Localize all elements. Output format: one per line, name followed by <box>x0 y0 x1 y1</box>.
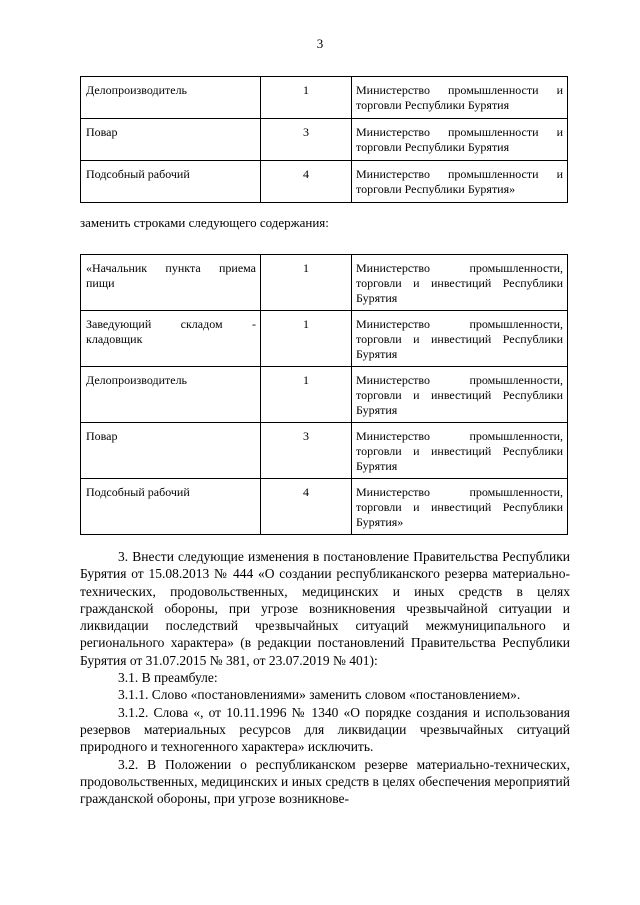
position-cell: Делопроизводитель <box>81 77 261 119</box>
ministry-cell: Министерство промышленности, торговли и инвестиций Республики Бурятия» <box>352 479 568 535</box>
ministry-cell: Министерство промышленности и торговли Республики Бурятия <box>352 77 568 119</box>
count-cell: 3 <box>261 119 352 161</box>
position-cell: Повар <box>81 423 261 479</box>
position-cell: «Начальник пункта приема пищи <box>81 255 261 311</box>
position-cell: Заведующий складом - кладовщик <box>81 311 261 367</box>
table-row <box>81 479 568 535</box>
paragraph: 3.1.1. Слово «постановлениями» заменить словом «постановлением». <box>118 687 521 703</box>
count-cell: 1 <box>261 255 352 311</box>
page-number: 3 <box>316 36 324 51</box>
table-row <box>81 119 568 161</box>
ministry-cell: Министерство промышленности, торговли и инвестиций Республики Бурятия <box>352 255 568 311</box>
document-body <box>80 548 570 807</box>
paragraph: 3.1.2. Слова «, от 10.11.1996 № 1340 «О порядке создания и использования резервов материальных ресурсов для ликвидации чрезвычайных ситуаций природного и техногенного характера» исключить. <box>80 704 570 755</box>
position-cell: Подсобный рабочий <box>81 479 261 535</box>
table-row <box>81 423 568 479</box>
table-row <box>81 77 568 119</box>
ministry-cell: Министерство промышленности и торговли Республики Бурятия <box>352 119 568 161</box>
count-cell: 1 <box>261 77 352 119</box>
paragraph: 3. Внести следующие изменения в постановление Правительства Республики Бурятия от 15.08.2013 № 444 «О создании республиканского резерва материально-технических, продовольственных, медицинских и иных средств в целях гражданской обороны, при угрозе возникновения чрезвычайной ситуации и ликвидации последствий чрезвычайных ситуаций межмуниципального и регионального характера» (в редакции постановлений Правительства Республики Бурятия от 31.07.2015 № 381, от 23.07.2019 № 401): <box>80 549 570 668</box>
table-row <box>81 367 568 423</box>
replace-instruction: заменить строками следующего содержания: <box>80 215 329 230</box>
ministry-cell: Министерство промышленности и торговли Республики Бурятия» <box>352 161 568 203</box>
table-row <box>81 255 568 311</box>
ministry-cell: Министерство промышленности, торговли и инвестиций Республики Бурятия <box>352 367 568 423</box>
count-cell: 1 <box>261 311 352 367</box>
count-cell: 1 <box>261 367 352 423</box>
position-cell: Делопроизводитель <box>81 367 261 423</box>
table-row <box>81 311 568 367</box>
count-cell: 4 <box>261 161 352 203</box>
table-row <box>81 161 568 203</box>
position-cell: Подсобный рабочий <box>81 161 261 203</box>
count-cell: 3 <box>261 423 352 479</box>
count-cell: 4 <box>261 479 352 535</box>
position-cell: Повар <box>81 119 261 161</box>
paragraph: 3.1. В преамбуле: <box>118 670 218 686</box>
paragraph: 3.2. В Положении о республиканском резерве материально-технических, продовольственных, медицинских и иных средств в целях обеспечения мероприятий гражданской обороны, при угрозе возникнове- <box>80 756 570 807</box>
positions-table-old <box>80 76 568 203</box>
positions-table-new <box>80 254 568 535</box>
ministry-cell: Министерство промышленности, торговли и инвестиций Республики Бурятия <box>352 423 568 479</box>
ministry-cell: Министерство промышленности, торговли и инвестиций Республики Бурятия <box>352 311 568 367</box>
